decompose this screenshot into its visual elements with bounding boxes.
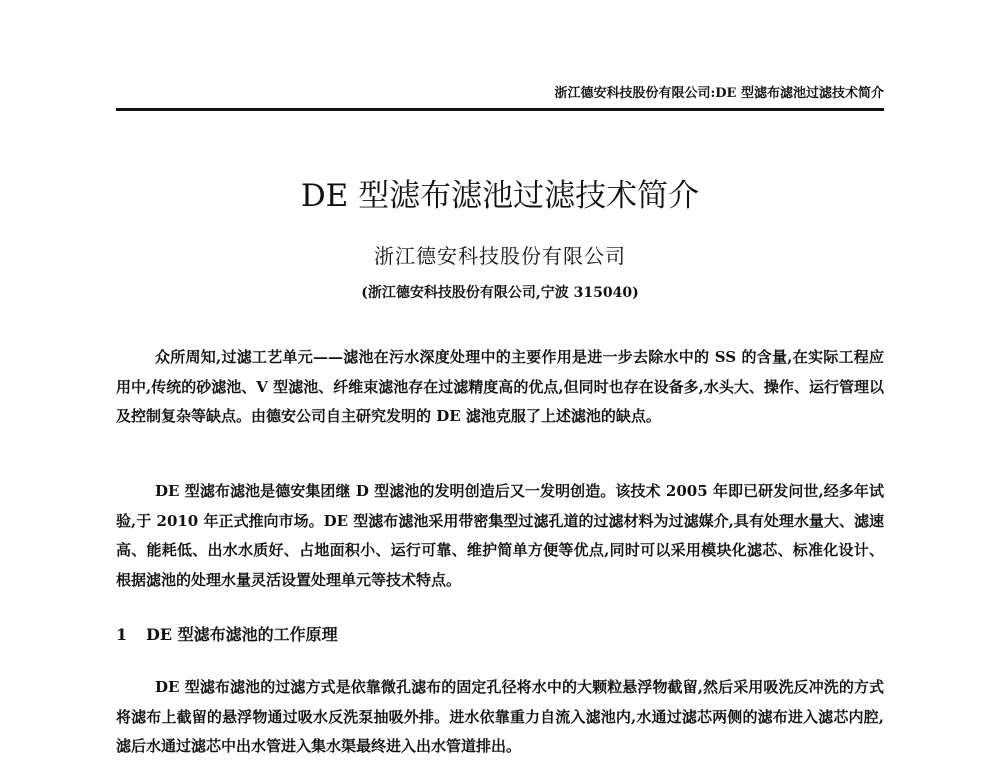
body-paragraph-intro: 众所周知,过滤工艺单元——滤池在污水深度处理中的主要作用是进一步去除水中的 SS 的含量,在实际工程应用中,传统的砂滤池、V 型滤池、纤维束滤池存在过滤精度高的优点,但同时也存在设备多,水头大、操作、运行管理以及控制复杂等缺点。由德安公司自主研究发明的 DE 滤池克服了上述滤池的缺点。 xyxy=(116,348,884,426)
running-head xyxy=(116,84,884,111)
author-affiliation: (浙江德安科技股份有限公司,宁波 315040) xyxy=(361,285,639,301)
body-paragraph-background: DE 型滤布滤池是德安集团继 D 型滤池的发明创造后又一发明创造。该技术 2005 年即已研发问世,经多年试验,于 2010 年正式推向市场。DE 型滤布滤池采用带密集型过滤孔道的过滤材料为过滤媒介,具有处理水量大、滤速高、能耗低、出水水质好、占地面积小、运行可靠、维护简单方便等优点,同时可以采用模块化滤芯、标准化设计、根据滤池的处理水量灵活设置处理单元等技术特点。 xyxy=(116,482,884,590)
section-number: 1 xyxy=(116,625,128,644)
body-paragraph-principle: DE 型滤布滤池的过滤方式是依靠微孔滤布的固定孔径将水中的大颗粒悬浮物截留,然后采用吸洗反冲洗的方式将滤布上截留的悬浮物通过吸水反洗泵抽吸外排。进水依靠重力自流入滤池内,水通过滤芯两侧的滤布进入滤芯内腔,滤后水通过滤芯中出水管进入集水渠最终进入出水管道排出。 xyxy=(116,678,884,756)
author-name: 浙江德安科技股份有限公司 xyxy=(374,244,626,268)
article-title: DE 型滤布滤池过滤技术简介 xyxy=(300,178,700,214)
running-head-text: 浙江德安科技股份有限公司:DE 型滤布滤池过滤技术简介 xyxy=(554,86,884,101)
section-heading xyxy=(116,623,884,647)
section-title: DE 型滤布滤池的工作原理 xyxy=(146,625,338,644)
